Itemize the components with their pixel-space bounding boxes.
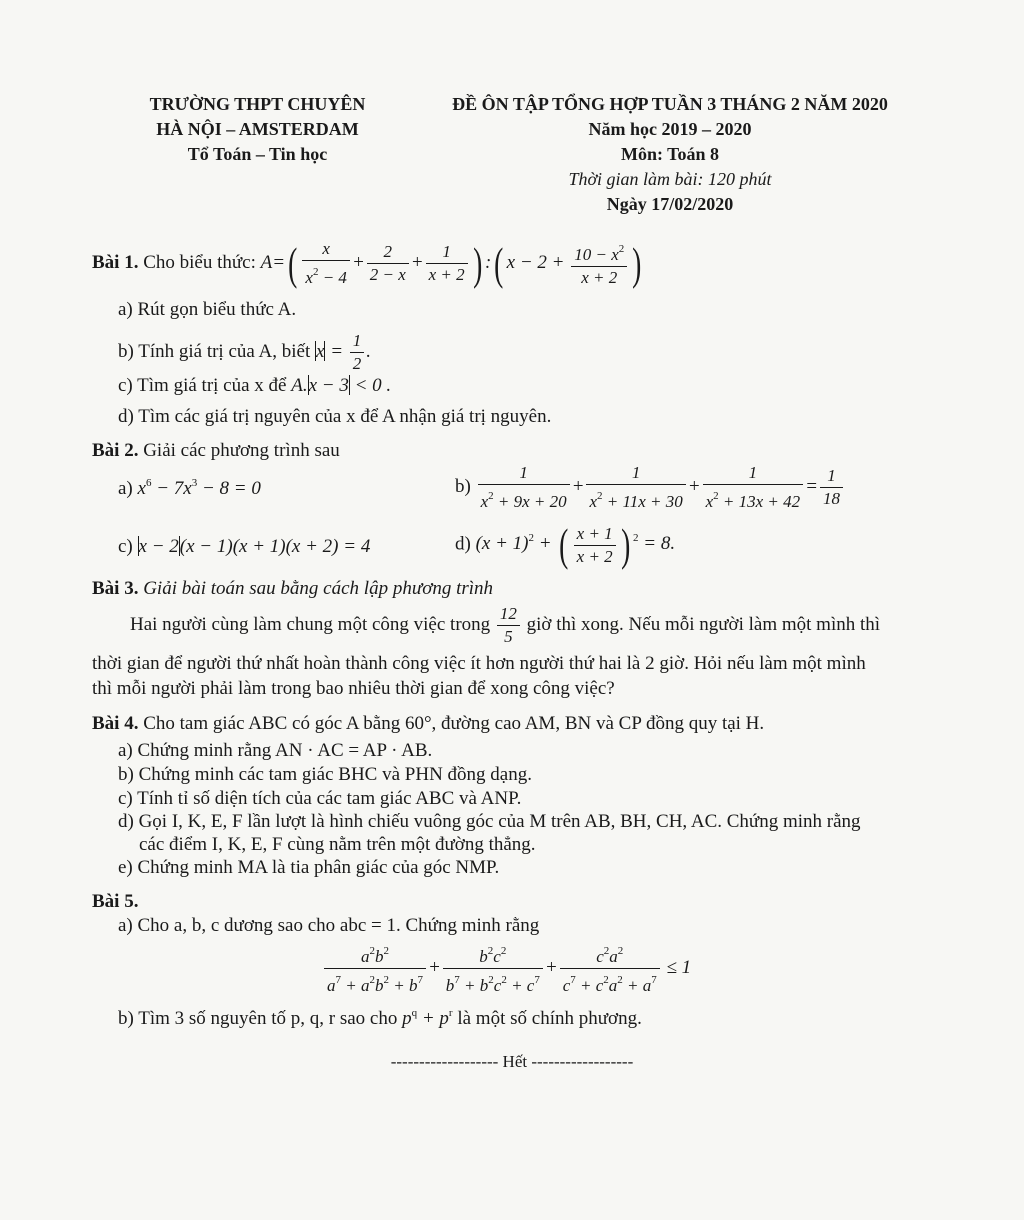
bai3-line3: thì mỗi người phải làm trong bao nhiêu thời gian để xong công việc? [92,678,615,699]
bai1-intro: Cho biểu thức: [143,251,256,273]
bai5-b-suffix: là một số chính phương. [457,1008,642,1029]
bai1-b [118,330,371,375]
bai2-d [455,519,676,570]
bai2-d-label: d) [455,533,471,555]
bai5-b-text: b) Tìm 3 số nguyên tố p, q, r sao cho [118,1008,398,1029]
bai1-d: d) Tìm các giá trị nguyên của x để A nhận giá trị nguyên. [118,406,552,427]
bai4-title: Bài 4. [92,713,139,734]
bai1-formula: A=( $\frac{x}{x^2 - 4}$ + $\frac{2}{2 - x}$ + $\frac{1}{x + 2}$ ) :( x − 2 + $\frac{10 - x^2}{x + 2}$ ) [260,237,642,289]
bai2-statement [92,440,340,462]
bai5-b [118,1007,642,1030]
bai5-title: Bài 5. [92,891,139,912]
bai2-c-label: c) [118,536,133,557]
bai2-title: Bài 2. [92,440,139,461]
bai1-c-formula: A.x − 3 < 0 . [291,375,392,396]
bai4-a: a) Chứng minh rằng AN · AC = AP · AB. [118,740,433,761]
school-name-line1: TRƯỜNG THPT CHUYÊN [149,94,366,114]
bai5-a-formula: $\frac{a^2b^2}{a^7 + a^2b^2 + b^7}$ + $\frac{b^2c^2}{b^7 + b^2c^2 + c^7}$ + $\frac{c^2a^2}{c^7 + c^2a^2 + a^7}$ ≤ 1 [322,940,691,997]
exam-date: Ngày 17/02/2020 [606,194,734,214]
subject: Môn: Toán 8 [620,144,720,164]
school-year: Năm học 2019 – 2020 [588,119,752,139]
bai4-b: b) Chứng minh các tam giác BHC và PHN đồng dạng. [118,764,532,785]
bai2-a [118,477,261,500]
bai3-text2: giờ thì xong. Nếu mỗi người làm một mình thì [526,613,881,635]
bai1-b-formula: x = $\frac{1}{2}$ . [316,331,372,373]
exam-title: ĐỀ ÔN TẬP TỔNG HỢP TUẦN 3 THÁNG 2 NĂM 2020 [452,94,888,114]
bai4-c: c) Tính tỉ số diện tích của các tam giác ABC và ANP. [118,788,522,809]
bai1-c-text: c) Tìm giá trị của x để [118,375,287,396]
duration: Thời gian làm bài: 120 phút [568,169,772,189]
bai2-c-formula: x − 2(x − 1)(x + 1)(x + 2) = 4 [138,536,371,557]
bai2-c [118,536,370,558]
bai4-d-line2: các điểm I, K, E, F cùng nằm trên một đường thẳng. [139,834,536,855]
bai4-statement [92,713,764,735]
bai2-a-formula: $x^6 - 7x^3 - 8 = 0$ [137,477,261,499]
bai3-line1 [130,603,880,648]
bai1-title: Bài 1. [92,251,139,273]
bai3-text1: Hai người cùng làm chung một công việc trong [130,613,491,635]
bai3-intro: Giải bài toán sau bằng cách lập phương trình [143,578,494,599]
bai2-b-formula: $\frac{1}{x^2 + 9x + 20}$ + $\frac{1}{x^2 + 11x + 30}$ + $\frac{1}{x^2 + 13x + 42}$ = $\frac{1}{18}$ [476,476,845,497]
bai3-fraction: $\frac{12}{5}$ [495,614,522,635]
bai1-c [118,375,391,397]
school-name-line2: HÀ NỘI – AMSTERDAM [156,119,359,139]
exam-info-block [420,92,920,217]
bai1-statement [92,238,645,289]
bai2-a-label: a) [118,478,133,499]
bai5-b-formula: $p^q + p^r$ [402,1007,453,1029]
bai4-intro: Cho tam giác ABC có góc A bằng 60°, đường cao AM, BN và CP đồng quy tại H. [143,713,765,734]
bai3-statement [92,578,493,600]
bai4-e: e) Chứng minh MA là tia phân giác của góc NMP. [118,857,500,878]
bai2-d-formula: $(x + 1)^2$ + ( $\frac{x + 1}{x + 2}$ ) $^2$ = 8. [475,519,676,570]
bai4-d-line1: d) Gọi I, K, E, F lần lượt là hình chiếu vuông góc của M trên AB, BH, CH, AC. Chứng minh rằng [118,811,861,832]
bai2-b-label: b) [455,475,471,497]
bai1-b-text: b) Tính giá trị của A, biết [118,340,311,362]
bai5-a: a) Cho a, b, c dương sao cho abc = 1. Chứng minh rằng [118,915,540,936]
school-block [120,92,395,167]
department-name: Tổ Toán – Tin học [187,144,328,164]
end-marker: ------------------- Hết ------------------ [390,1052,634,1071]
bai3-title: Bài 3. [92,578,139,599]
bai2-intro: Giải các phương trình sau [143,440,340,461]
bai2-b [455,462,845,513]
bai3-line2: thời gian để người thứ nhất hoàn thành công việc ít hơn người thứ hai là 2 giờ. Hỏi nếu làm một mình [92,653,866,674]
bai1-a: a) Rút gọn biểu thức A. [118,299,297,320]
